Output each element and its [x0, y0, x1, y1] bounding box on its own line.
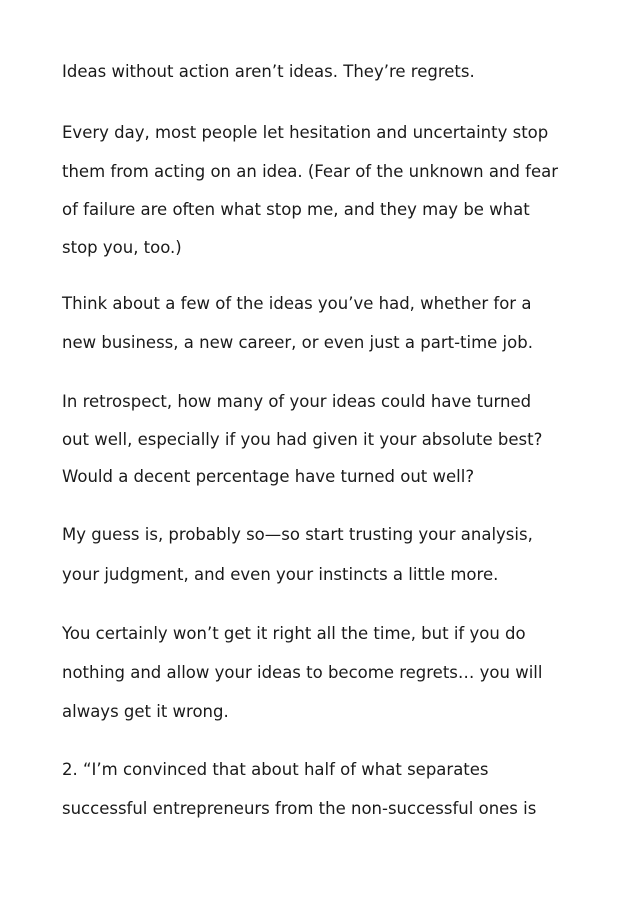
paragraph-4-line-2: out well, especially if you had given it your absolute best? [62, 430, 543, 449]
paragraph-2-line-1: Every day, most people let hesitation and uncertainty stop [62, 123, 549, 142]
paragraph-2-line-3: of failure are often what stop me, and they may be what [62, 200, 530, 219]
paragraph-3-line-1: Think about a few of the ideas you’ve had, whether for a [62, 294, 532, 313]
paragraph-6-line-3: always get it wrong. [62, 702, 229, 721]
paragraph-5-line-2: your judgment, and even your instincts a little more. [62, 565, 499, 584]
paragraph-4-line-3: Would a decent percentage have turned out well? [62, 467, 475, 486]
paragraph-7-line-1: 2. “I’m convinced that about half of what separates [62, 760, 489, 779]
paragraph-1-line-1: Ideas without action aren’t ideas. They’re regrets. [62, 62, 475, 81]
paragraph-5-line-1: My guess is, probably so—so start trusting your analysis, [62, 525, 533, 544]
paragraph-6-line-1: You certainly won’t get it right all the time, but if you do [62, 624, 526, 643]
paragraph-4-line-1: In retrospect, how many of your ideas could have turned [62, 392, 532, 411]
paragraph-2-line-4: stop you, too.) [62, 238, 182, 257]
paragraph-6-line-2: nothing and allow your ideas to become regrets… you will [62, 663, 543, 682]
paragraph-7-line-2: successful entrepreneurs from the non-successful ones is [62, 799, 537, 818]
paragraph-3-line-2: new business, a new career, or even just a part-time job. [62, 333, 533, 352]
paragraph-2-line-2: them from acting on an idea. (Fear of the unknown and fear [62, 162, 559, 181]
